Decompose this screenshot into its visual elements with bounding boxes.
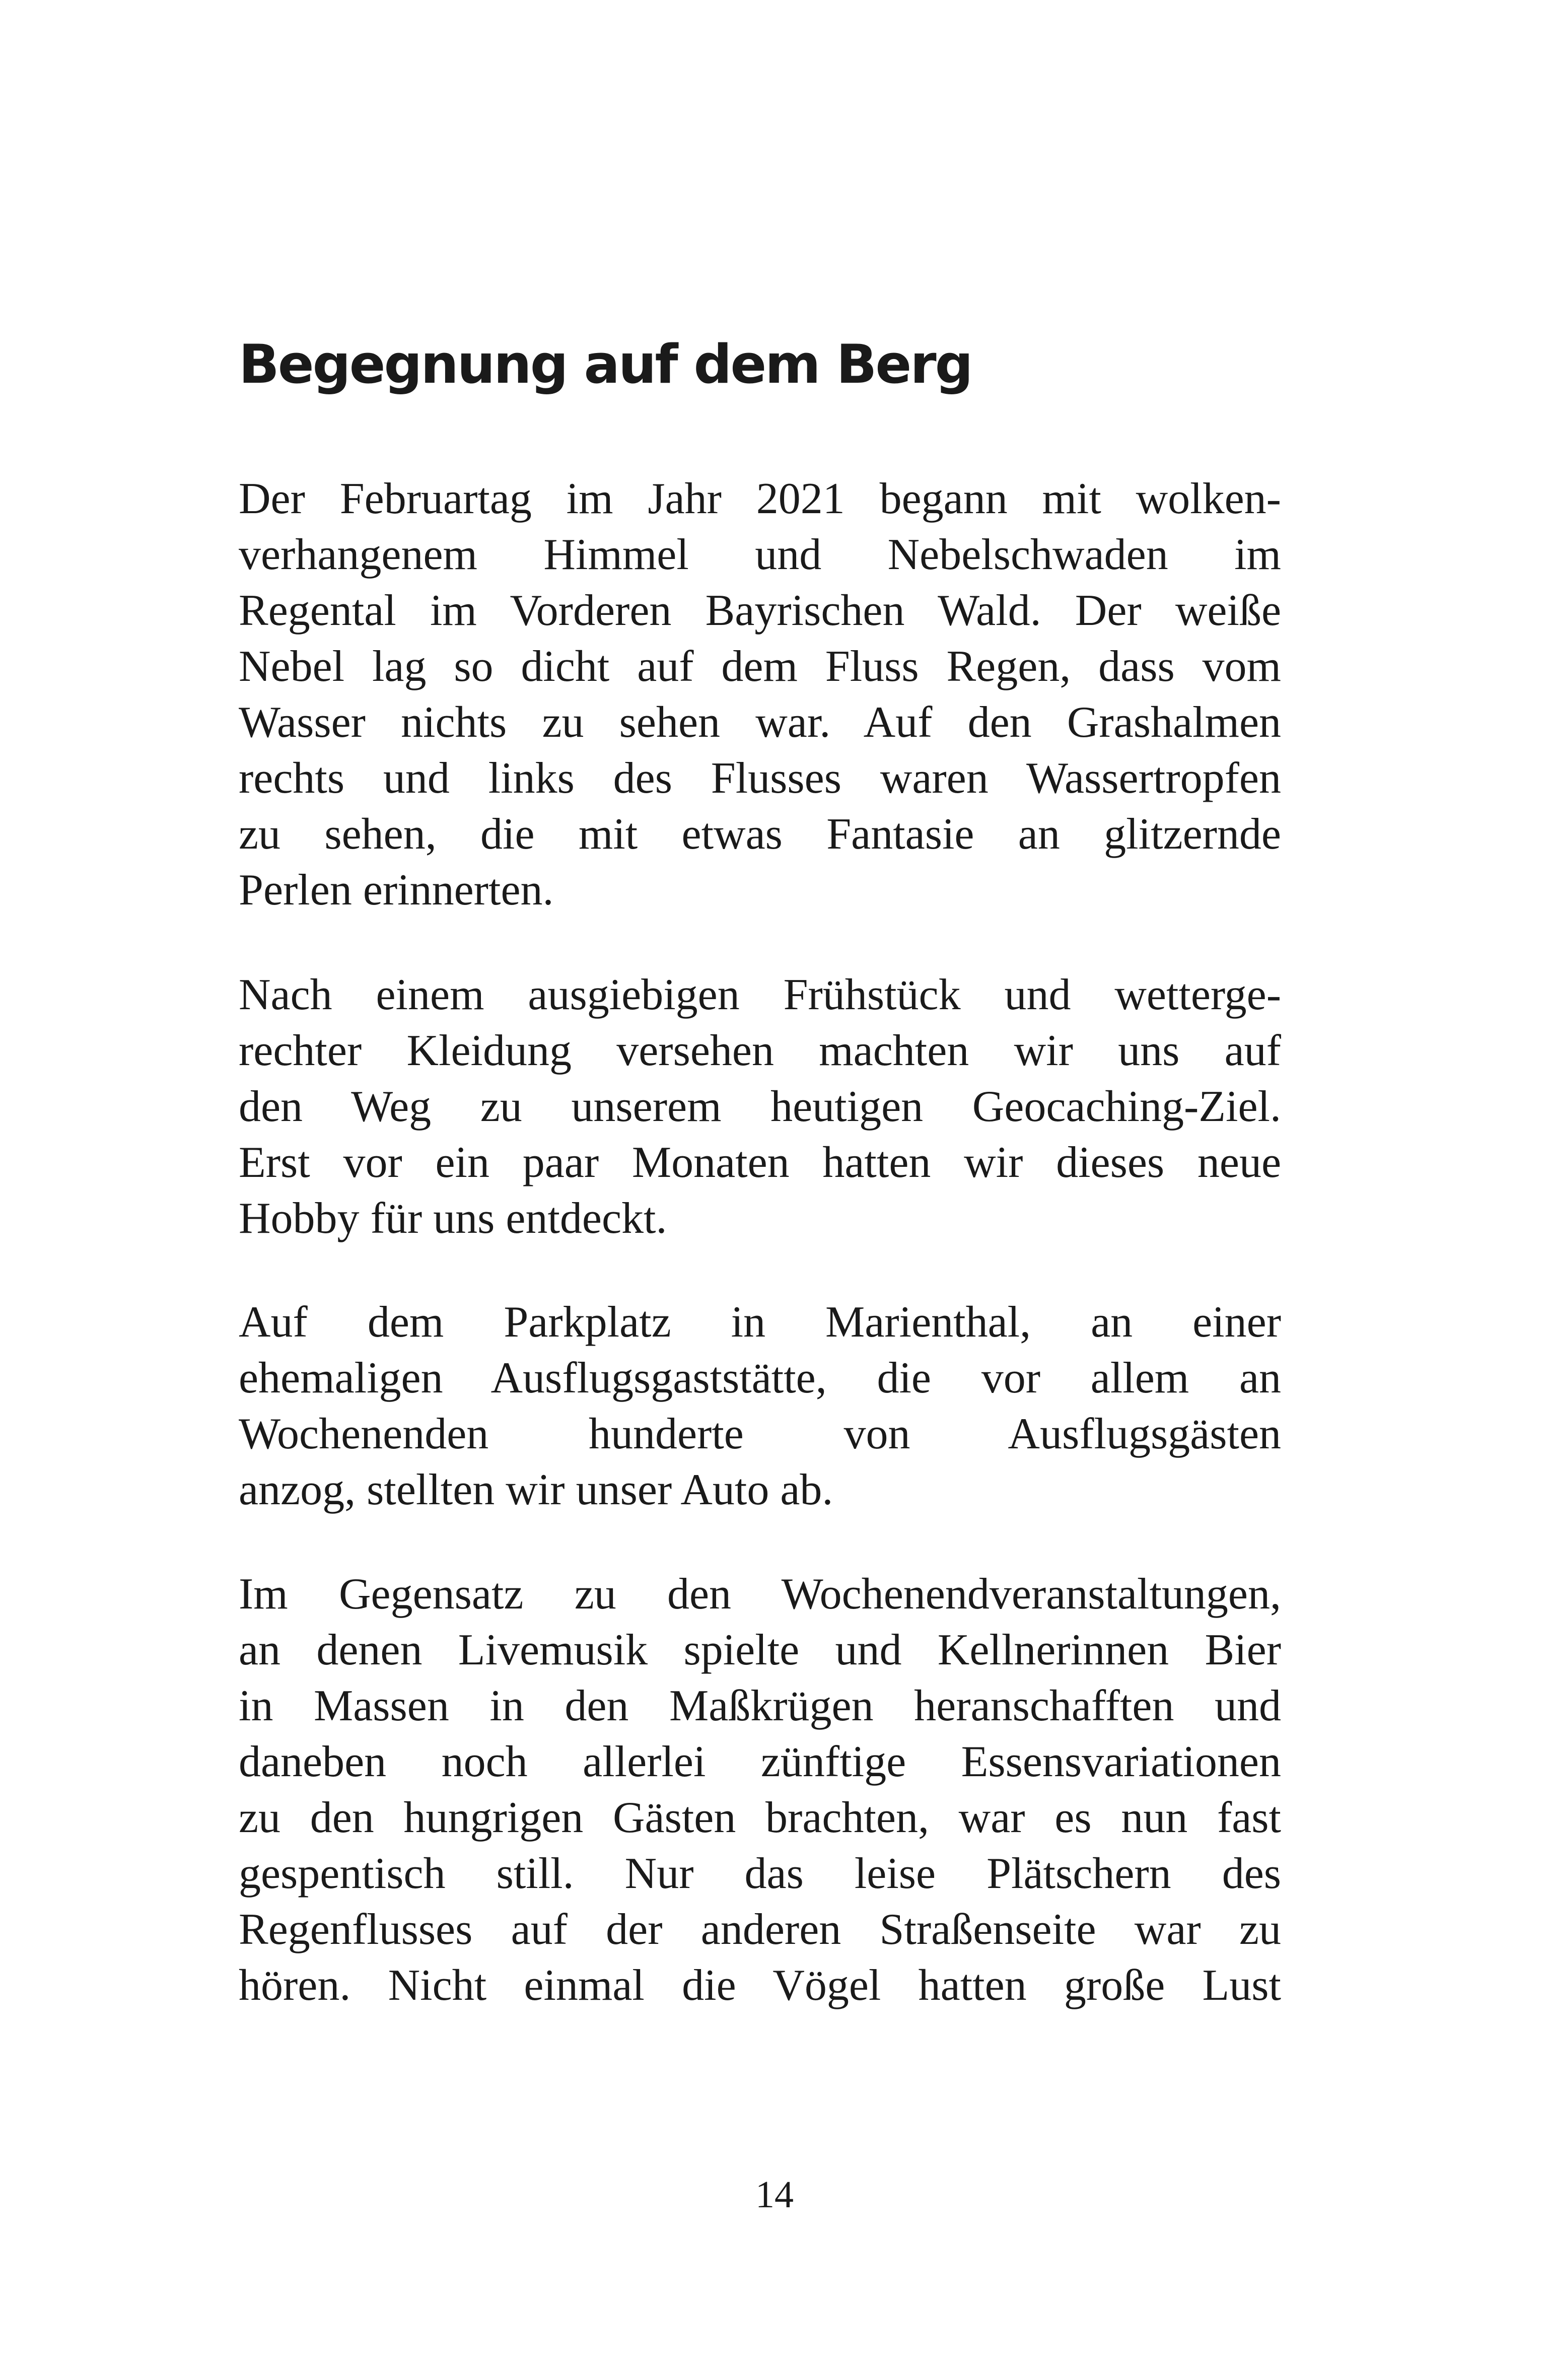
text-line: daneben noch allerlei zünftige Essensvariationen <box>239 1737 1281 1786</box>
paragraph-1 <box>239 471 1281 918</box>
text-line: rechts und links des Flusses waren Wassertropfen <box>239 754 1281 803</box>
text-line: den Weg zu unserem heutigen Geocaching-Ziel. <box>239 1082 1281 1131</box>
text-line: Hobby für uns entdeckt. <box>239 1194 667 1243</box>
page-number: 14 <box>755 2174 794 2216</box>
text-line: verhangenem Himmel und Nebelschwaden im <box>239 530 1281 579</box>
text-line: hören. Nicht einmal die Vögel hatten große Lust <box>239 1961 1281 2010</box>
text-line: Im Gegensatz zu den Wochenendveranstaltungen, <box>239 1570 1281 1619</box>
chapter-title: Begegnung auf dem Berg <box>239 333 972 395</box>
paragraph-2 <box>239 967 1281 1246</box>
text-line: Der Februartag im Jahr 2021 begann mit wolken- <box>239 474 1281 523</box>
text-line: ehemaligen Ausflugsgaststätte, die vor allem an <box>239 1354 1281 1403</box>
text-line: rechter Kleidung versehen machten wir uns auf <box>239 1026 1281 1075</box>
text-line: Wasser nichts zu sehen war. Auf den Grashalmen <box>239 698 1281 747</box>
text-line: Nebel lag so dicht auf dem Fluss Regen, dass vom <box>239 642 1281 691</box>
text-line: Regenflusses auf der anderen Straßenseite war zu <box>239 1905 1281 1954</box>
text-line: Auf dem Parkplatz in Marienthal, an einer <box>239 1298 1281 1347</box>
text-line: zu sehen, die mit etwas Fantasie an glitzernde <box>239 810 1281 859</box>
paragraph-3 <box>239 1294 1281 1518</box>
paragraph-4 <box>239 1566 1281 2013</box>
text-line: Wochenenden hunderte von Ausflugsgästen <box>239 1410 1281 1458</box>
text-line: Nach einem ausgiebigen Frühstück und wetterge- <box>239 970 1281 1019</box>
text-line: anzog, stellten wir unser Auto ab. <box>239 1465 833 1514</box>
text-line: gespentisch still. Nur das leise Plätschern des <box>239 1849 1281 1898</box>
text-line: zu den hungrigen Gästen brachten, war es nun fast <box>239 1793 1281 1842</box>
text-line: Erst vor ein paar Monaten hatten wir dieses neue <box>239 1138 1281 1187</box>
text-line: Regental im Vorderen Bayrischen Wald. Der weiße <box>239 586 1281 635</box>
text-line: Perlen erinnerten. <box>239 866 554 915</box>
text-line: in Massen in den Maßkrügen heranschafften und <box>239 1682 1281 1730</box>
text-line: an denen Livemusik spielte und Kellnerinnen Bier <box>239 1626 1281 1674</box>
